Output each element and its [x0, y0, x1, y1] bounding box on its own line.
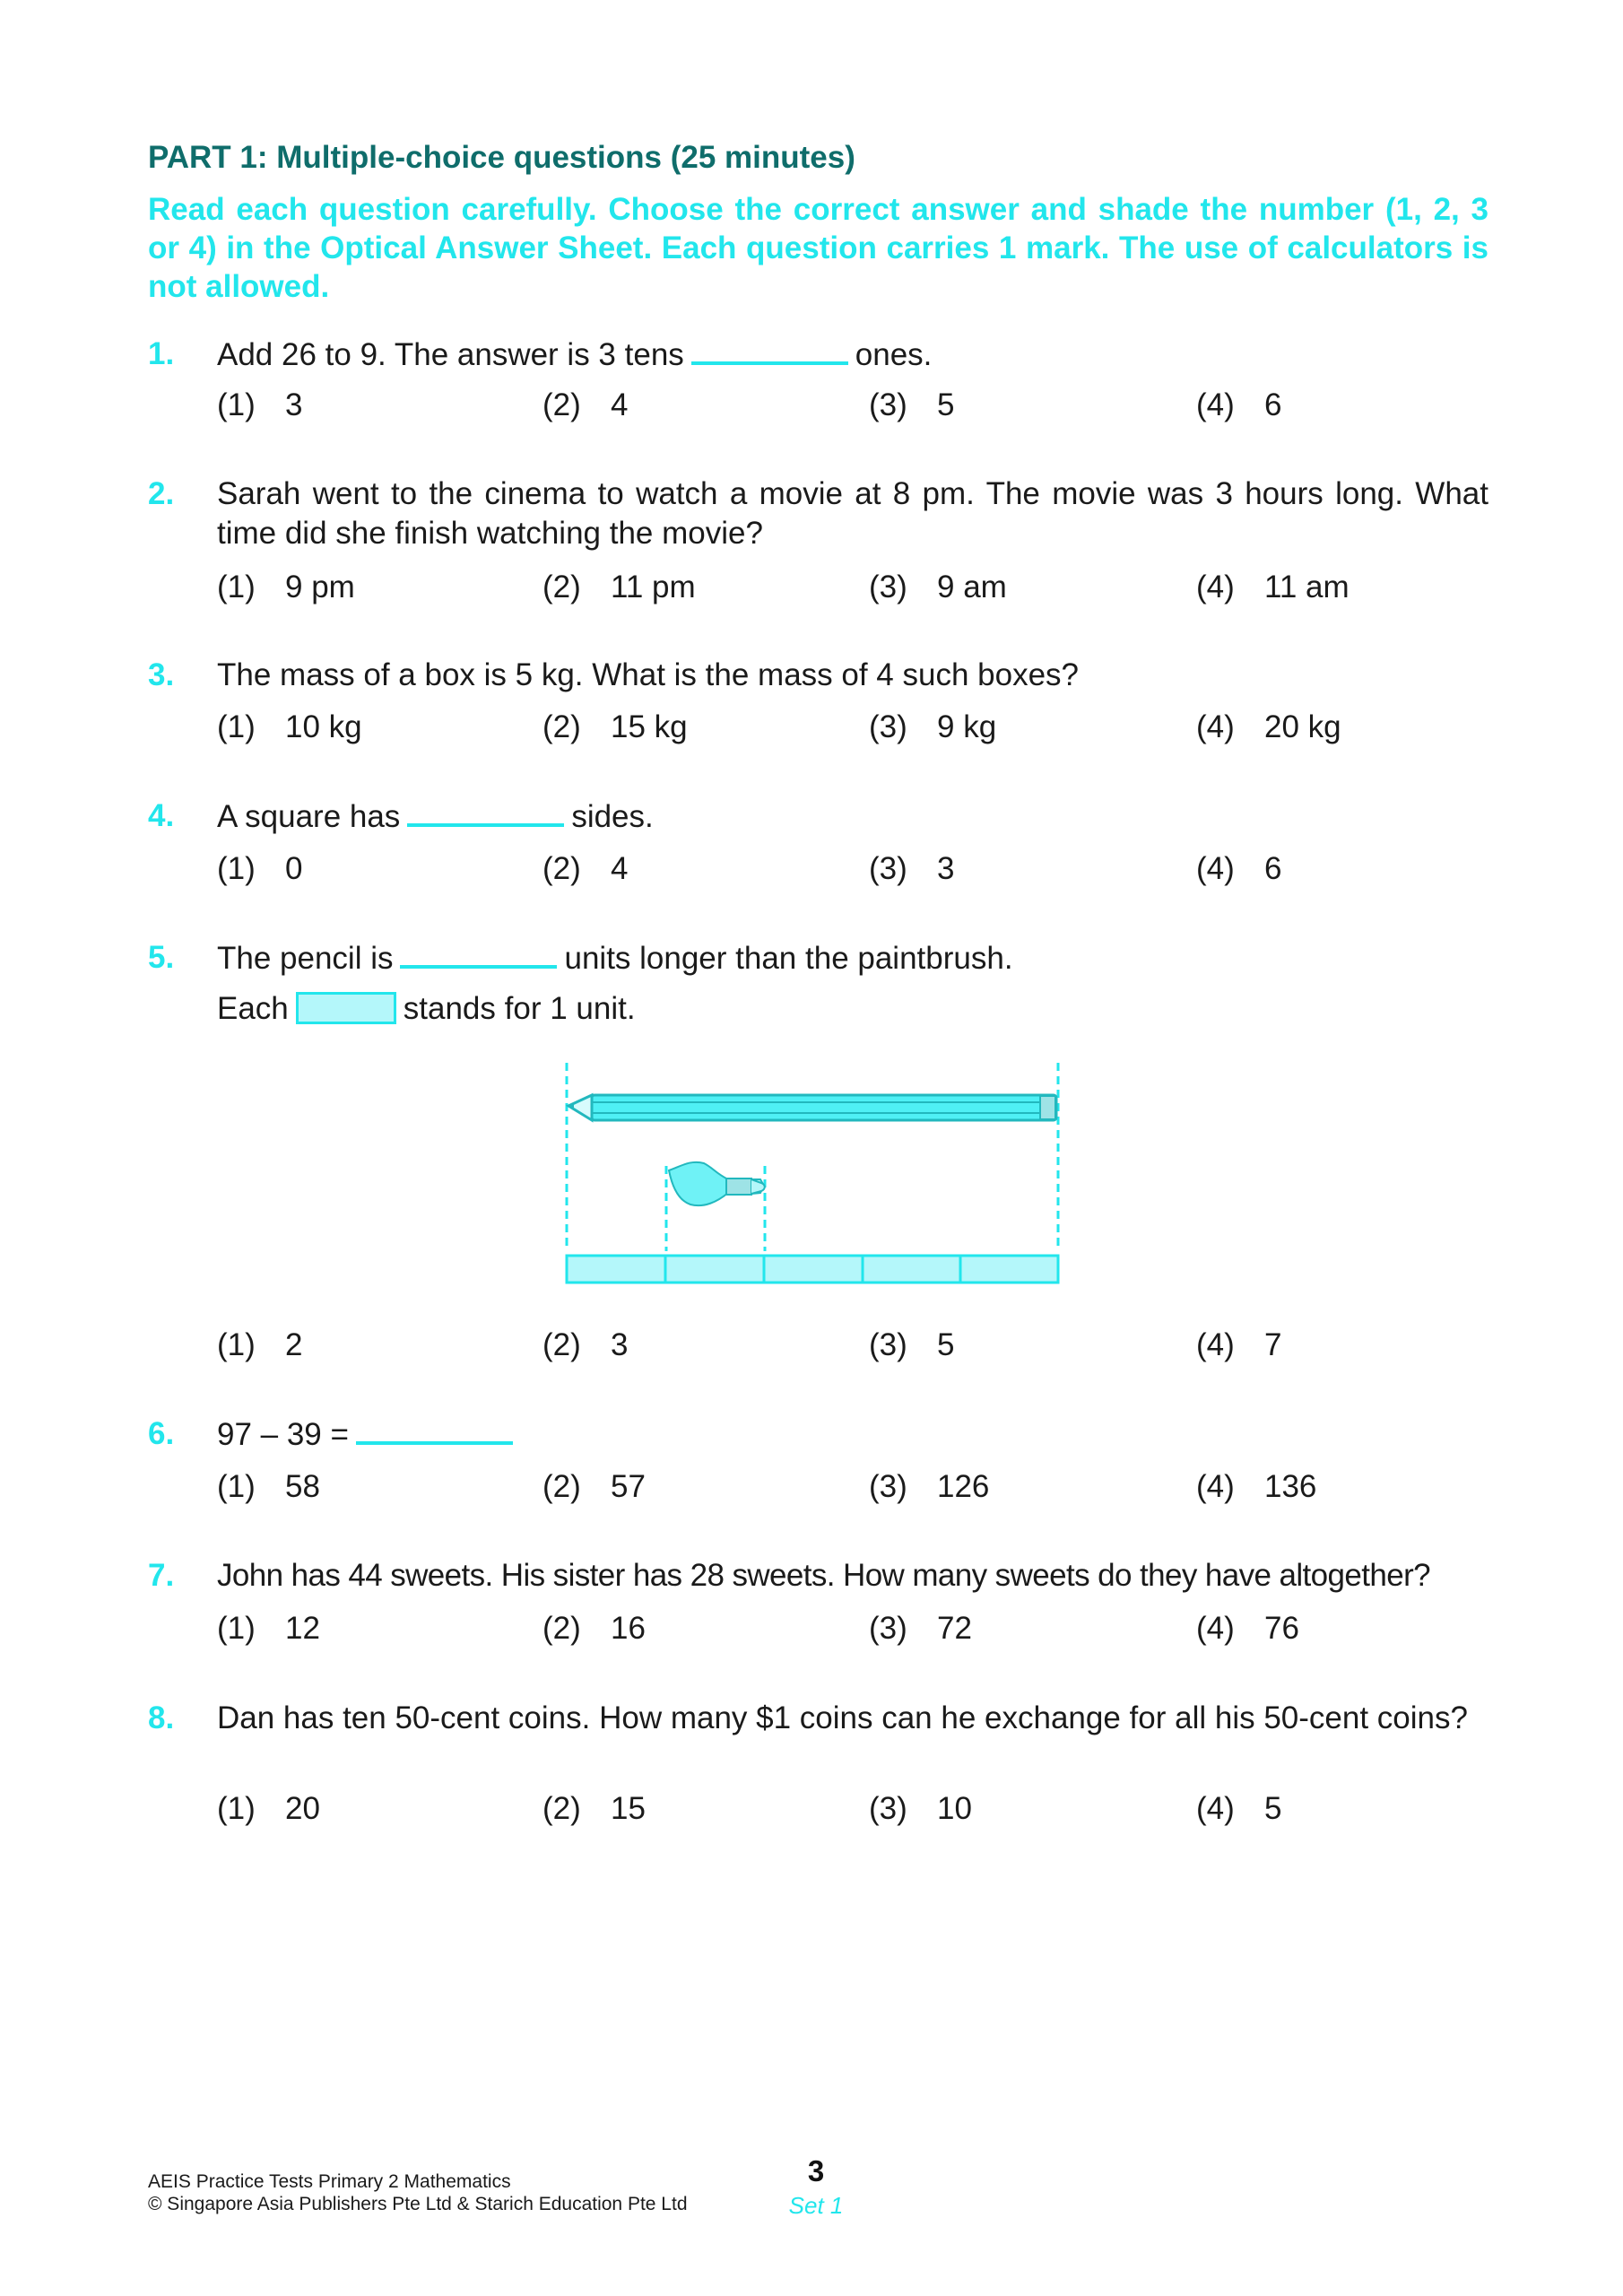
option-value: 9 kg [937, 709, 997, 744]
option-label: (3) [869, 851, 907, 886]
option-1[interactable] [217, 849, 302, 889]
option-3[interactable] [869, 1789, 972, 1829]
answer-blank [356, 1414, 513, 1445]
unit-text-before: Each [217, 991, 289, 1026]
option-value: 136 [1264, 1469, 1317, 1504]
option-value: 5 [1264, 1791, 1282, 1826]
option-value: 58 [285, 1469, 320, 1504]
option-label: (2) [542, 709, 581, 744]
option-2[interactable] [542, 1789, 646, 1829]
answer-blank [400, 938, 557, 969]
option-4[interactable] [1196, 708, 1341, 747]
option-label: (1) [217, 570, 256, 604]
option-label: (3) [869, 387, 907, 422]
question-text: The pencil is [217, 941, 394, 976]
option-value: 12 [285, 1611, 320, 1646]
footer-copyright: © Singapore Asia Publishers Pte Ltd & Starich Education Pte Ltd [148, 2194, 688, 2214]
option-label: (1) [217, 709, 256, 744]
option-value: 57 [611, 1469, 646, 1504]
option-label: (2) [542, 1469, 581, 1504]
question-text-after: units longer than the paintbrush. [564, 941, 1013, 976]
question-text: Dan has ten 50-cent coins. How many $1 coins can he exchange for all his 50-cent coins? [217, 1700, 1468, 1735]
option-label: (2) [542, 1791, 581, 1826]
option-1[interactable] [217, 1609, 320, 1648]
option-label: (4) [1196, 709, 1235, 744]
part-title: PART 1: Multiple-choice questions (25 minutes) [148, 140, 855, 175]
option-1[interactable] [217, 568, 355, 607]
option-4[interactable] [1196, 1609, 1299, 1648]
option-3[interactable] [869, 1609, 972, 1648]
option-value: 6 [1264, 851, 1282, 886]
question-number: 7. [148, 1558, 175, 1593]
option-label: (2) [542, 570, 581, 604]
question-number: 8. [148, 1700, 175, 1735]
option-label: (4) [1196, 387, 1235, 422]
pencil-paintbrush-diagram [556, 1054, 1067, 1287]
question-text: The mass of a box is 5 kg. What is the mass of 4 such boxes? [217, 657, 1079, 692]
option-value: 15 kg [611, 709, 688, 744]
option-value: 11 am [1264, 570, 1350, 604]
option-value: 10 [937, 1791, 972, 1826]
option-3[interactable] [869, 1467, 989, 1507]
option-value: 10 kg [285, 709, 362, 744]
option-label: (4) [1196, 1469, 1235, 1504]
option-value: 6 [1264, 387, 1282, 422]
option-label: (4) [1196, 570, 1235, 604]
option-label: (1) [217, 387, 256, 422]
option-2[interactable] [542, 568, 696, 607]
option-label: (3) [869, 570, 907, 604]
option-value: 72 [937, 1611, 972, 1646]
option-label: (2) [542, 1611, 581, 1646]
instructions: Read each question carefully. Choose the correct answer and shade the number (1, 2, 3 or 4) in the Optical Answer Sheet. Each question carries 1 mark. The use of calculators is not allowed. [148, 192, 1488, 304]
question-number: 5. [148, 940, 175, 975]
option-4[interactable] [1196, 849, 1281, 889]
option-value: 15 [611, 1791, 646, 1826]
option-value: 2 [285, 1327, 303, 1362]
option-value: 3 [937, 851, 955, 886]
option-value: 9 pm [285, 570, 355, 604]
question-number: 6. [148, 1416, 175, 1451]
option-label: (4) [1196, 851, 1235, 886]
option-label: (3) [869, 1791, 907, 1826]
option-value: 11 pm [611, 570, 696, 604]
option-label: (1) [217, 851, 256, 886]
question-text-after: sides. [571, 799, 654, 834]
unit-box [296, 992, 396, 1024]
option-value: 9 am [937, 570, 1007, 604]
option-value: 20 [285, 1791, 320, 1826]
option-2[interactable] [542, 386, 628, 425]
pencil-icon [567, 1095, 1056, 1120]
option-1[interactable] [217, 1789, 320, 1829]
option-4[interactable] [1196, 568, 1350, 607]
option-4[interactable] [1196, 386, 1281, 425]
question-text: 97 – 39 = [217, 1417, 349, 1452]
option-value: 76 [1264, 1611, 1299, 1646]
option-label: (4) [1196, 1611, 1235, 1646]
option-value: 4 [611, 387, 629, 422]
option-4[interactable] [1196, 1326, 1281, 1365]
option-label: (1) [217, 1469, 256, 1504]
option-2[interactable] [542, 1609, 646, 1648]
option-2[interactable] [542, 708, 688, 747]
question-text: Add 26 to 9. The answer is 3 tens [217, 337, 684, 372]
question-number: 3. [148, 657, 175, 692]
option-label: (3) [869, 1611, 907, 1646]
option-value: 16 [611, 1611, 646, 1646]
unit-bar [567, 1256, 1058, 1283]
option-label: (2) [542, 1327, 581, 1362]
option-label: (3) [869, 1469, 907, 1504]
set-label: Set 1 [788, 2192, 844, 2219]
option-value: 20 kg [1264, 709, 1341, 744]
page-number: 3 [807, 2154, 825, 2187]
option-3[interactable] [869, 849, 954, 889]
option-value: 7 [1264, 1327, 1282, 1362]
option-value: 5 [937, 387, 955, 422]
option-4[interactable] [1196, 1467, 1316, 1507]
option-label: (4) [1196, 1327, 1235, 1362]
answer-blank [691, 335, 848, 365]
option-2[interactable] [542, 1467, 646, 1507]
option-2[interactable] [542, 849, 628, 889]
option-1[interactable] [217, 1467, 320, 1507]
unit-text-after: stands for 1 unit. [403, 991, 636, 1026]
option-1[interactable] [217, 708, 362, 747]
option-3[interactable] [869, 568, 1007, 607]
option-label: (1) [217, 1327, 256, 1362]
option-value: 4 [611, 851, 629, 886]
option-label: (2) [542, 851, 581, 886]
question-number: 1. [148, 336, 175, 371]
option-4[interactable] [1196, 1789, 1281, 1829]
option-label: (1) [217, 1791, 256, 1826]
option-value: 3 [285, 387, 303, 422]
option-value: 0 [285, 851, 303, 886]
option-value: 5 [937, 1327, 955, 1362]
paintbrush-icon [669, 1162, 765, 1205]
answer-blank [407, 796, 564, 827]
option-label: (2) [542, 387, 581, 422]
question-number: 4. [148, 798, 175, 833]
option-1[interactable] [217, 1326, 302, 1365]
option-label: (3) [869, 1327, 907, 1362]
option-3[interactable] [869, 1326, 954, 1365]
option-value: 126 [937, 1469, 990, 1504]
option-3[interactable] [869, 386, 954, 425]
option-label: (3) [869, 709, 907, 744]
question-text: A square has [217, 799, 401, 834]
option-3[interactable] [869, 708, 996, 747]
question-text: John has 44 sweets. His sister has 28 sweets. How many sweets do they have altogether? [217, 1558, 1431, 1593]
option-label: (1) [217, 1611, 256, 1646]
option-label: (4) [1196, 1791, 1235, 1826]
question-text-after: ones. [855, 337, 933, 372]
option-value: 3 [611, 1327, 629, 1362]
footer [148, 2170, 688, 2215]
question-text: Sarah went to the cinema to watch a movie at 8 pm. The movie was 3 hours long. What time did she finish watching the movie? [217, 476, 1488, 551]
option-1[interactable] [217, 386, 302, 425]
option-2[interactable] [542, 1326, 628, 1365]
footer-book-title: AEIS Practice Tests Primary 2 Mathematics [148, 2171, 511, 2192]
question-number: 2. [148, 476, 175, 511]
